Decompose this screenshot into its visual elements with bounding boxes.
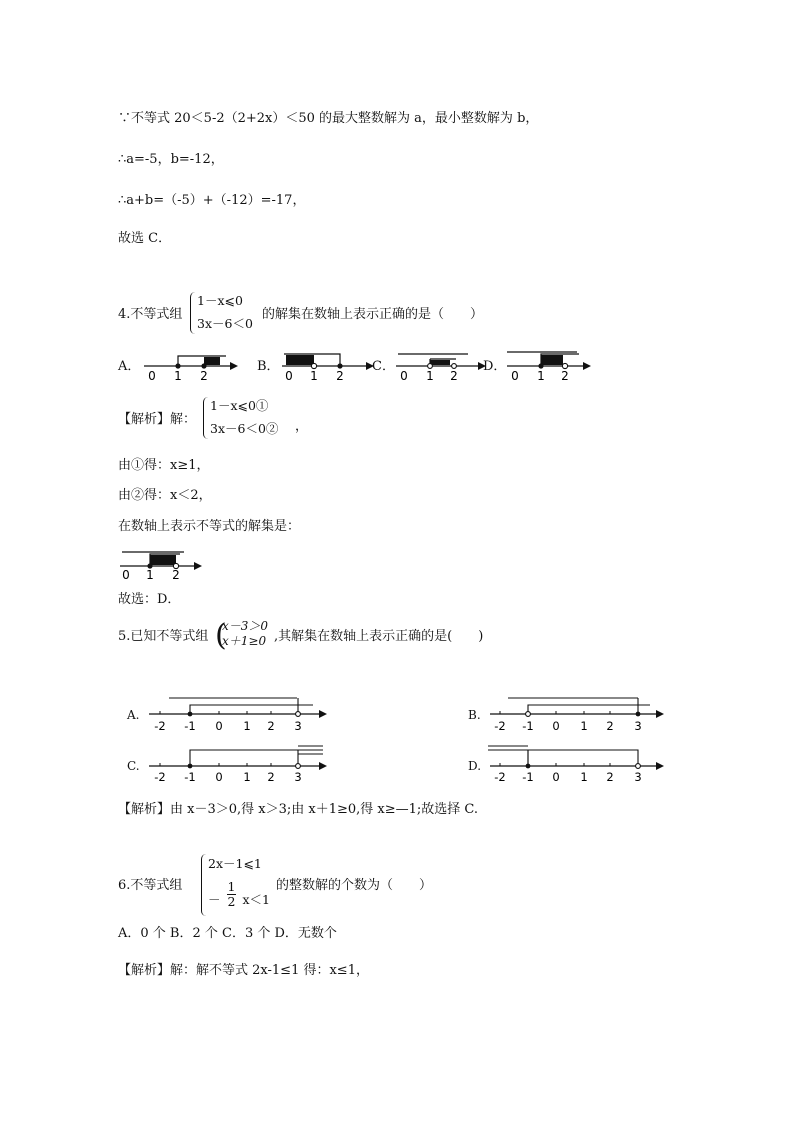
q6-analysis: 【解析】解：解不等式 2x-1≤1 得：x≤1， xyxy=(118,963,369,978)
tick-label: 2 xyxy=(561,369,569,383)
q4-sys-line-1: 1－x⩽0 xyxy=(197,293,243,308)
q5-option-a-numberline xyxy=(145,694,335,734)
q4-prefix: 4.不等式组 xyxy=(118,307,183,322)
tick-label: 0 xyxy=(215,770,223,782)
text-line-3: ∴a+b=（-5）+（-12）=-17， xyxy=(118,193,306,208)
q4-sys-line-2: 3x－6＜0 xyxy=(197,316,253,331)
q5-option-a-label: A. xyxy=(127,708,140,722)
q6-sys-line-1: 2x－1⩽1 xyxy=(208,856,262,871)
tick-label: 2 xyxy=(336,369,344,383)
tick-label: 0 xyxy=(148,369,156,383)
q4-option-c-label: C． xyxy=(372,359,395,374)
tick-label: 1 xyxy=(243,719,251,733)
tick-label: 1 xyxy=(537,369,545,383)
q5-option-c-numberline xyxy=(145,742,335,782)
q5-prefix: 5.已知不等式组 xyxy=(118,629,209,644)
tick-label: -2 xyxy=(494,770,506,782)
q5-option-c-label: C. xyxy=(127,759,140,773)
q4-suffix: 的解集在数轴上表示正确的是（ ） xyxy=(262,307,484,322)
q5-sys-line-1: x－3＞0 xyxy=(222,619,269,633)
q4-analysis-prefix: 【解析】解： xyxy=(118,412,197,427)
q4-option-d-label: D． xyxy=(483,359,507,374)
tick-label: 0 xyxy=(122,568,130,580)
tick-label: 1 xyxy=(174,369,182,383)
q6-minus: － xyxy=(208,892,221,907)
tick-label: 0 xyxy=(552,770,560,782)
tick-label: 2 xyxy=(606,719,614,733)
tick-label: -1 xyxy=(522,719,534,733)
tick-label: -1 xyxy=(184,770,196,782)
tick-label: -1 xyxy=(522,770,534,782)
q6-sys-line-2 xyxy=(208,880,270,909)
tick-label: 2 xyxy=(267,770,275,782)
tick-label: 2 xyxy=(200,369,208,383)
tick-label: 1 xyxy=(426,369,434,383)
tick-label: 2 xyxy=(172,568,180,580)
q6-fraction-denominator: 2 xyxy=(227,894,236,909)
tick-label: 0 xyxy=(285,369,293,383)
q4-option-a-numberline xyxy=(142,350,242,384)
tick-label: 1 xyxy=(146,568,154,580)
q4-option-a-label: A． xyxy=(118,359,141,374)
text-line-2: ∴a=-5，b=-12， xyxy=(118,152,224,167)
q5-option-d-numberline xyxy=(486,742,676,782)
q4-option-c-numberline xyxy=(394,350,494,384)
q6-prefix: 6.不等式组 xyxy=(118,878,183,893)
q4-step-1: 由①得：x≥1， xyxy=(118,458,210,473)
q4-answer: 故选：D． xyxy=(118,592,181,607)
text-line-4: 故选 C． xyxy=(118,231,172,246)
q5-sys-line-2: x＋1≥0 xyxy=(222,634,267,648)
tick-label: -2 xyxy=(154,770,166,782)
q4-analysis-sys-line-1: 1－x⩽0① xyxy=(210,398,269,413)
q4-option-b-label: B． xyxy=(257,359,280,374)
tick-label: 1 xyxy=(310,369,318,383)
q4-step-3: 在数轴上表示不等式的解集是： xyxy=(118,519,301,534)
text-line-1: ∵不等式 20＜5-2（2+2x）＜50 的最大整数解为 a，最小整数解为 b， xyxy=(118,111,539,126)
q4-solution-numberline xyxy=(118,544,214,580)
tick-label: 1 xyxy=(580,770,588,782)
q6-sys2-rest: x＜1 xyxy=(242,892,270,907)
tick-label: 3 xyxy=(634,770,642,782)
q6-options: A．0 个 B．2 个 C．3 个 D．无数个 xyxy=(118,926,337,941)
q4-analysis-brace xyxy=(203,397,210,439)
tick-label: 3 xyxy=(634,719,642,733)
tick-label: 1 xyxy=(580,719,588,733)
q4-analysis-sys-line-2: 3x－6＜0② xyxy=(210,421,279,436)
q5-option-b-label: B. xyxy=(468,708,481,722)
tick-label: -1 xyxy=(184,719,196,733)
tick-label: 0 xyxy=(400,369,408,383)
tick-label: 2 xyxy=(267,719,275,733)
q6-fraction-numerator: 1 xyxy=(227,879,236,894)
q5-option-b-numberline xyxy=(486,694,676,734)
q5-option-d-label: D. xyxy=(468,759,482,773)
q5-left-paren: ( xyxy=(215,618,227,653)
tick-label: 0 xyxy=(552,719,560,733)
tick-label: 3 xyxy=(294,770,302,782)
q6-brace xyxy=(201,854,208,916)
tick-label: -2 xyxy=(494,719,506,733)
q5-suffix: ,其解集在数轴上表示正确的是( ) xyxy=(274,629,484,644)
q4-step-2: 由②得：x＜2， xyxy=(118,488,212,503)
tick-label: 2 xyxy=(606,770,614,782)
q4-option-d-numberline xyxy=(505,348,601,384)
q5-analysis: 【解析】由 x－3＞0,得 x＞3;由 x＋1≥0,得 x≥—1;故选择 C. xyxy=(118,802,479,817)
tick-label: 2 xyxy=(450,369,458,383)
q4-analysis-comma: ， xyxy=(295,419,309,434)
q6-suffix: 的整数解的个数为（ ） xyxy=(276,878,433,893)
tick-label: -2 xyxy=(154,719,166,733)
q4-brace xyxy=(190,292,197,334)
tick-label: 1 xyxy=(243,770,251,782)
q6-fraction xyxy=(227,880,237,909)
tick-label: 3 xyxy=(294,719,302,733)
q4-option-b-numberline xyxy=(280,348,380,384)
tick-label: 0 xyxy=(215,719,223,733)
tick-label: 0 xyxy=(511,369,519,383)
